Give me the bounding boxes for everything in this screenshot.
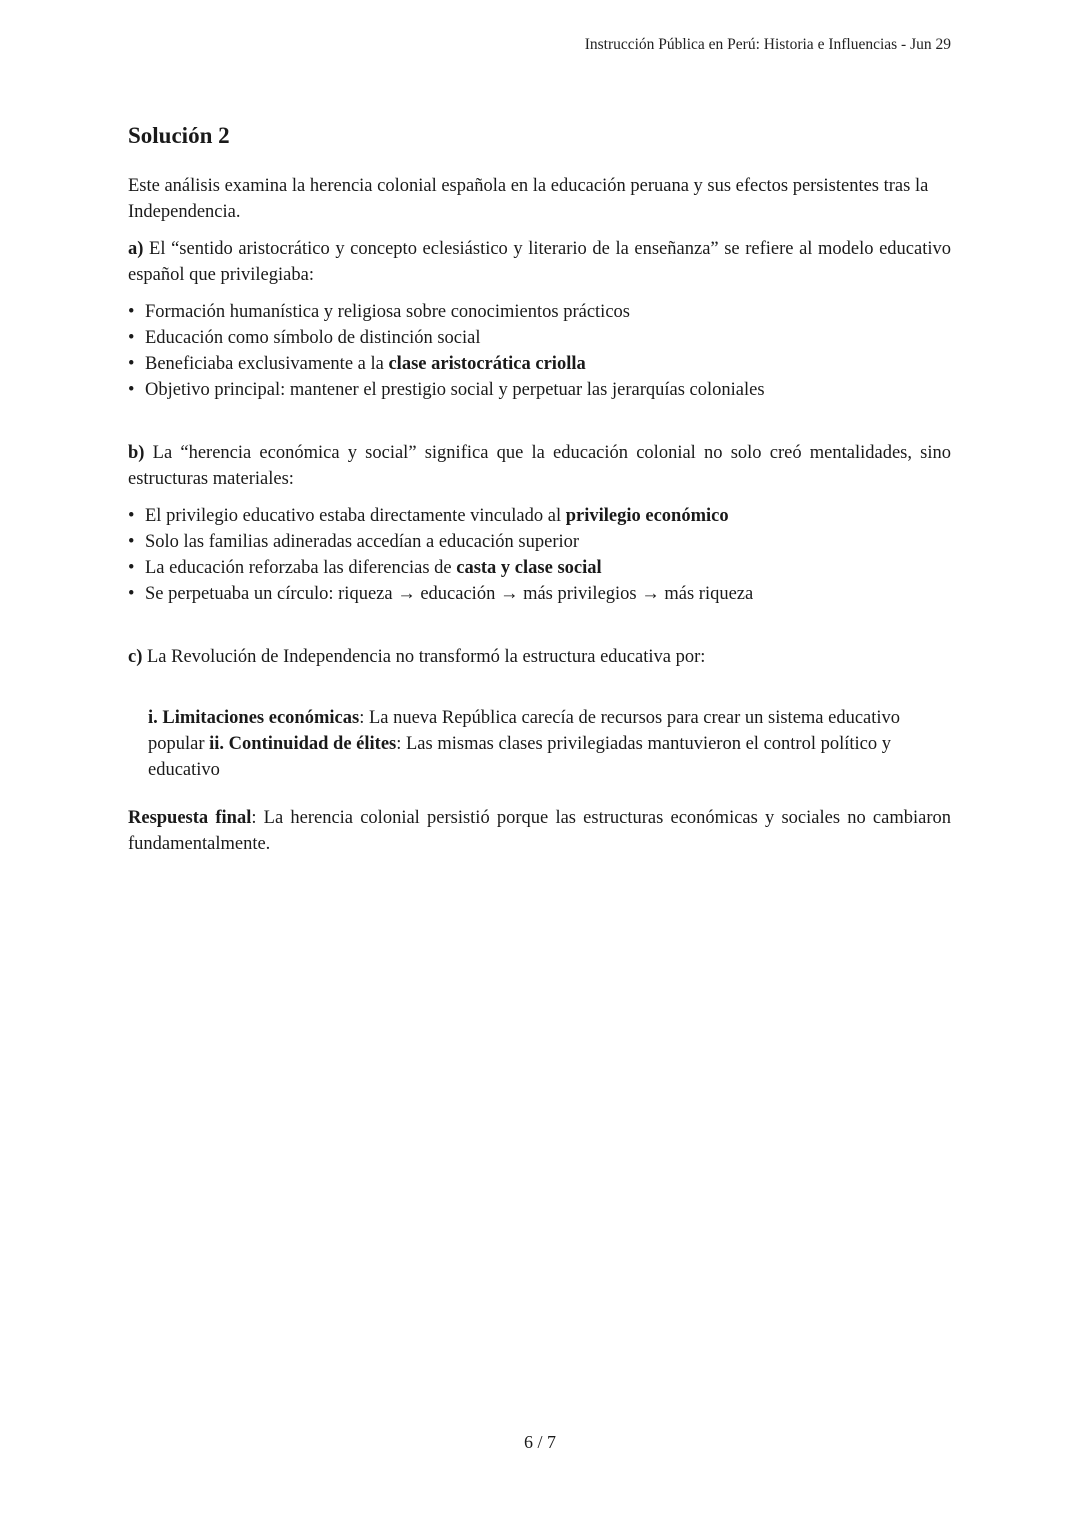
bullet-icon: • [128, 584, 135, 604]
list-item: • Formación humanística y religiosa sobre conocimientos prácticos [128, 299, 951, 325]
bullet-icon: • [128, 506, 135, 526]
list-item: • Beneficiaba exclusivamente a la clase aristocrática criolla [128, 351, 951, 377]
bullet-icon: • [128, 380, 135, 400]
part-a-text: El “sentido aristocrático y concepto eclesiástico y literario de la enseñanza” se refiere al modelo educativo español que privilegiaba: [128, 239, 952, 285]
list-item: • Objetivo principal: mantener el prestigio social y perpetuar las jerarquías coloniales [128, 377, 951, 403]
list-item: • Solo las familias adineradas accedían a educación superior [128, 529, 951, 555]
part-b-text: La “herencia económica y social” significa que la educación colonial no solo creó mentalidades, sino estructuras materiales: [128, 443, 952, 489]
reason-i-text: : La nueva República carecía de recursos para crear un sistema educativo popular [148, 708, 901, 754]
intro-paragraph: Este análisis examina la herencia colonial española en la educación peruana y sus efectos persistentes tras la Independencia. [128, 176, 929, 222]
part-c-reasons [148, 705, 918, 783]
page-number: 6 / 7 [523, 1432, 556, 1452]
part-b-paragraph [128, 440, 951, 492]
final-answer-label: Respuesta final [128, 808, 252, 828]
part-a-label: a) [128, 239, 144, 259]
part-b-list [128, 503, 951, 607]
section-title: Solución 2 [128, 123, 230, 148]
final-answer [128, 805, 951, 857]
final-answer-text: : La herencia colonial persistió porque las estructuras económicas y sociales no cambiaron fundamentalmente. [128, 808, 951, 854]
bullet-icon: • [128, 532, 135, 552]
bullet-icon: • [128, 558, 135, 578]
list-item: • Se perpetuaba un círculo: riqueza → educación → más privilegios → más riqueza [128, 581, 951, 607]
part-c-label: c) [128, 647, 143, 667]
list-item: • Educación como símbolo de distinción social [128, 325, 951, 351]
part-a-paragraph [128, 236, 951, 288]
part-c-paragraph [128, 644, 951, 670]
list-item: • La educación reforzaba las diferencias de casta y clase social [128, 555, 951, 581]
bullet-icon: • [128, 302, 135, 322]
part-c-text: La Revolución de Independencia no transformó la estructura educativa por: [147, 647, 706, 667]
bullet-icon: • [128, 354, 135, 374]
part-b-label: b) [128, 443, 145, 463]
running-header: Instrucción Pública en Perú: Historia e Influencias - Jun 29 [584, 36, 951, 53]
part-a-list [128, 299, 951, 403]
bullet-icon: • [128, 328, 135, 348]
reason-i-label: i. Limitaciones económicas [148, 708, 360, 728]
reason-ii-label: ii. Continuidad de élites [209, 734, 397, 754]
reason-ii-text: : Las mismas clases privilegiadas mantuvieron el control político y educativo [148, 734, 891, 780]
list-item: • El privilegio educativo estaba directamente vinculado al privilegio económico [128, 503, 951, 529]
document-body [128, 120, 951, 857]
